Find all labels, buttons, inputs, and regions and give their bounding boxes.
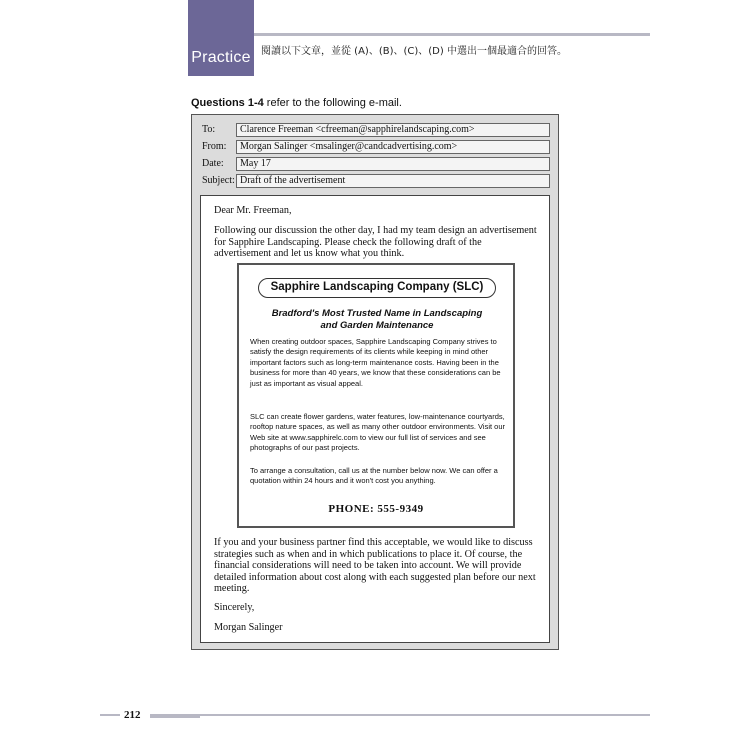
ad-title: Sapphire Landscaping Company (SLC) <box>258 278 496 298</box>
questions-intro <box>191 97 402 109</box>
practice-label: Practice <box>191 49 251 66</box>
advertisement-draft <box>237 263 515 528</box>
header-rule <box>188 33 650 36</box>
from-value: Morgan Salinger <msalinger@candcadvertising.com> <box>236 140 550 154</box>
subject-label: Subject: <box>202 175 235 186</box>
questions-range: Questions 1-4 <box>191 97 264 109</box>
signature: Morgan Salinger <box>214 622 283 633</box>
ad-paragraph-1: When creating outdoor spaces, Sapphire Landscaping Company strives to satisfy the design requirements of its clients while keeping in mind other important factors such as long-term maintenance costs. Having been in the business for more than 40 years, we know that these considerations can be just as important as visual appeal. <box>250 337 501 388</box>
email-body <box>200 195 550 643</box>
signoff: Sincerely, <box>214 602 255 613</box>
subject-value: Draft of the advertisement <box>236 174 550 188</box>
to-label: To: <box>202 124 216 135</box>
to-value: Clarence Freeman <cfreeman@sapphirelandscaping.com> <box>236 123 550 137</box>
ad-tagline-line2: and Garden Maintenance <box>320 319 434 331</box>
intro-paragraph: Following our discussion the other day, I had my team design an advertisement for Sapphire Landscaping. Please check the following draft of the advertisement and let us know what you think. <box>214 225 537 260</box>
greeting: Dear Mr. Freeman, <box>214 205 292 216</box>
practice-tab <box>188 0 254 76</box>
closing-paragraph: If you and your business partner find this acceptable, we would like to discuss strategies such as when and in which publications to place it. Of course, the financial considerations will need to be taken into account. We will provide detailed information about cost along with each suggested plan before our next meeting. <box>214 537 536 595</box>
date-label: Date: <box>202 158 224 169</box>
ad-paragraph-2: SLC can create flower gardens, water features, low-maintenance courtyards, rooftop nature spaces, as well as many other outdoor environments. Visit our Web site at www.sapphirelc.com to view our full list of services and see photographs of our past projects. <box>250 412 505 453</box>
page-number: 212 <box>124 709 141 721</box>
ad-tagline <box>249 308 505 331</box>
instruction-text: 閱讀以下文章，並從 (A)、(B)、(C)、(D) 中選出一個最適合的回答。 <box>261 46 567 57</box>
footer-rule-accent <box>150 716 200 718</box>
ad-phone: PHONE: 555-9349 <box>328 503 424 515</box>
from-label: From: <box>202 141 227 152</box>
footer-rule-right <box>150 714 650 716</box>
email-panel <box>191 114 559 650</box>
date-value: May 17 <box>236 157 550 171</box>
ad-paragraph-3: To arrange a consultation, call us at the number below now. We can offer a quotation within 24 hours and it won't cost you anything. <box>250 466 498 486</box>
ad-tagline-line1: Bradford's Most Trusted Name in Landscaping <box>271 308 483 319</box>
questions-rest: refer to the following e-mail. <box>263 97 402 109</box>
footer-rule-left <box>100 714 120 716</box>
